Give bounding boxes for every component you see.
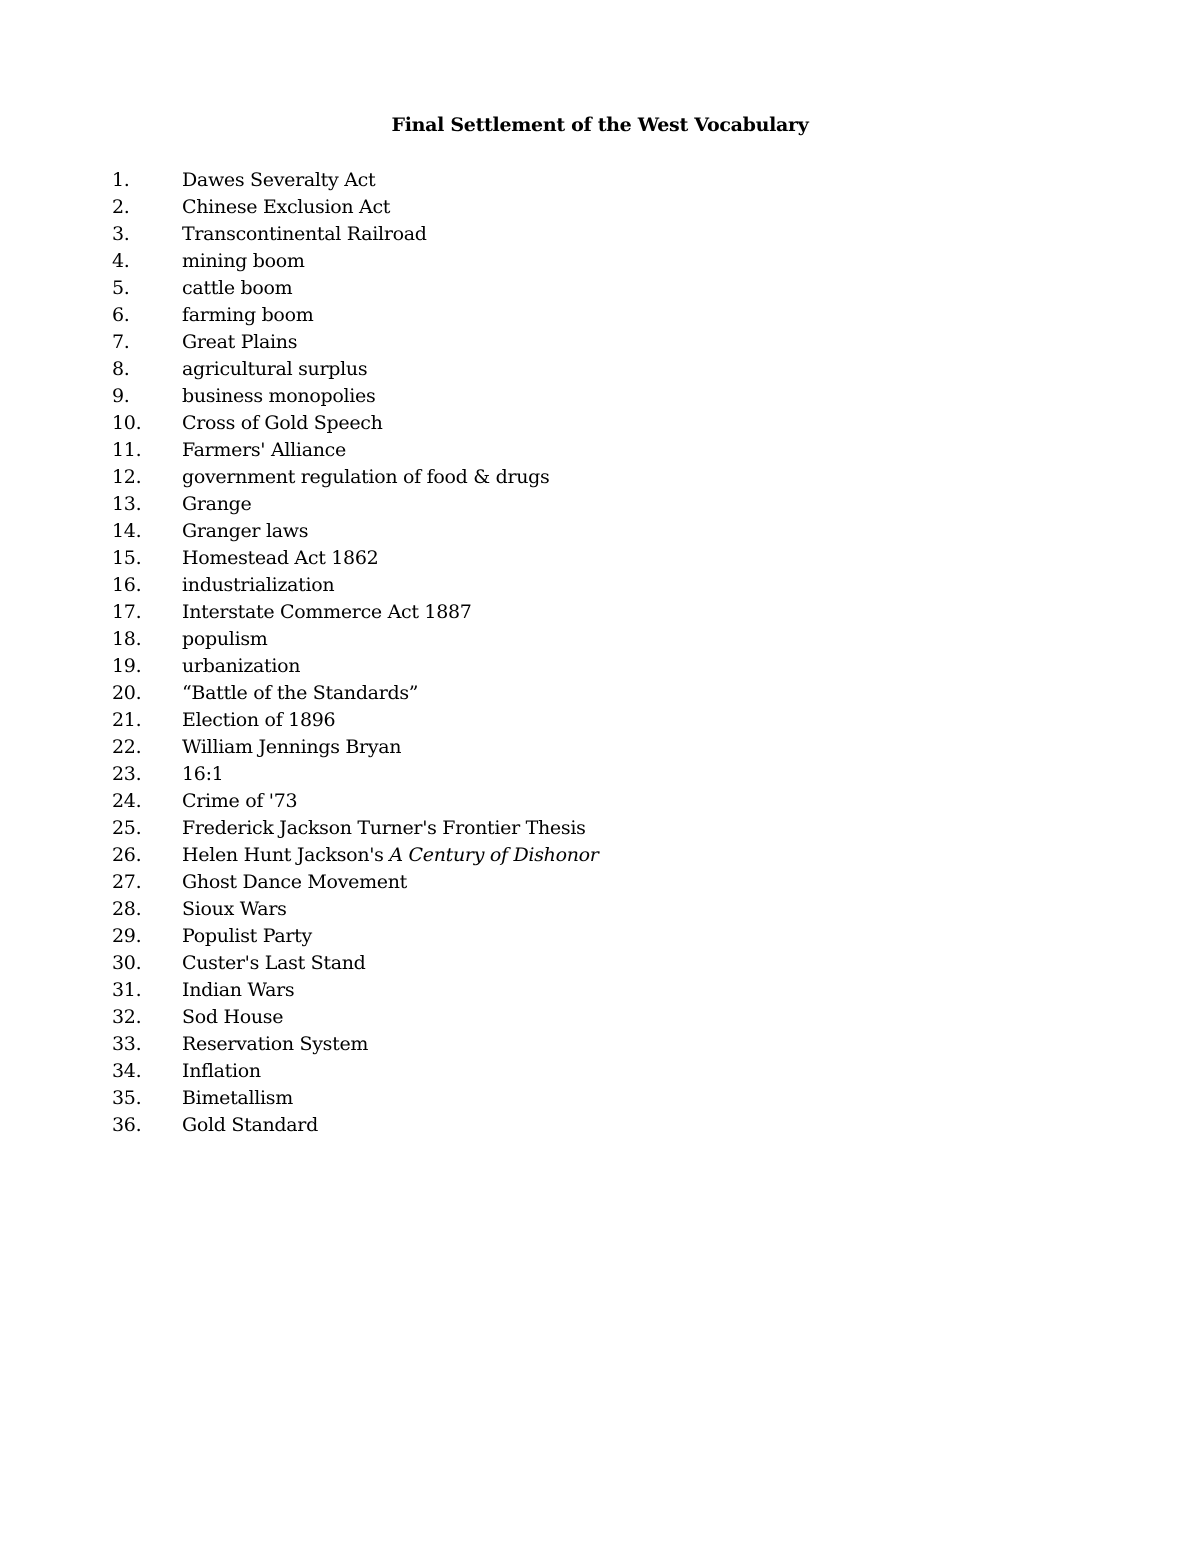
item-term-text: Populist Party (182, 925, 312, 947)
item-term (182, 1031, 368, 1058)
list-item (112, 464, 1112, 491)
item-term (182, 275, 292, 302)
list-item (112, 842, 1112, 869)
list-item (112, 572, 1112, 599)
list-item (112, 761, 1112, 788)
item-term-text: Inflation (182, 1060, 261, 1082)
item-term (182, 842, 599, 869)
item-term-text: government regulation of food & drugs (182, 466, 550, 488)
item-term (182, 437, 346, 464)
list-item (112, 950, 1112, 977)
list-item (112, 545, 1112, 572)
item-term-text: cattle boom (182, 277, 293, 299)
item-term (182, 491, 251, 518)
item-term-text: Gold Standard (182, 1114, 318, 1136)
item-term (182, 221, 427, 248)
item-term-text: Chinese Exclusion Act (182, 196, 391, 218)
item-term-text: industrialization (182, 574, 335, 596)
item-term (182, 1058, 261, 1085)
list-item (112, 1112, 1112, 1139)
page-title: Final Settlement of the West Vocabulary (391, 114, 809, 136)
item-term-text: Helen Hunt Jackson's (182, 844, 390, 866)
item-number: 8. (112, 358, 130, 380)
list-item (112, 491, 1112, 518)
item-number: 3. (112, 223, 130, 245)
item-term-text: Indian Wars (182, 979, 295, 1001)
list-item (112, 1085, 1112, 1112)
item-number: 20. (112, 682, 142, 704)
list-item (112, 896, 1112, 923)
list-item (112, 410, 1112, 437)
item-term-text: Frederick Jackson Turner's Frontier Thesis (182, 817, 586, 839)
item-term-text: Reservation System (182, 1033, 369, 1055)
item-number: 10. (112, 412, 142, 434)
item-number: 6. (112, 304, 130, 326)
list-item (112, 275, 1112, 302)
vocabulary-list (112, 167, 1112, 1139)
item-number: 5. (112, 277, 130, 299)
item-term (182, 680, 418, 707)
list-item (112, 437, 1112, 464)
item-term-text: Sod House (182, 1006, 284, 1028)
list-item (112, 356, 1112, 383)
list-item (112, 1004, 1112, 1031)
item-number: 18. (112, 628, 142, 650)
item-number: 32. (112, 1006, 142, 1028)
item-term-text: Crime of '73 (182, 790, 298, 812)
item-term (182, 194, 390, 221)
item-number: 27. (112, 871, 142, 893)
item-term (182, 977, 294, 1004)
item-term-text: business monopolies (182, 385, 376, 407)
item-term-text: Grange (182, 493, 252, 515)
item-number: 9. (112, 385, 130, 407)
list-item (112, 302, 1112, 329)
list-item (112, 923, 1112, 950)
item-term (182, 599, 472, 626)
list-item (112, 707, 1112, 734)
list-item (112, 248, 1112, 275)
list-item (112, 626, 1112, 653)
list-item (112, 329, 1112, 356)
item-term-text: Cross of Gold Speech (182, 412, 383, 434)
item-term-text: farming boom (182, 304, 314, 326)
list-item (112, 869, 1112, 896)
item-number: 11. (112, 439, 142, 461)
list-item (112, 815, 1112, 842)
item-term-italic: A Century of Dishonor (389, 844, 599, 866)
item-term-text: agricultural surplus (182, 358, 368, 380)
item-number: 15. (112, 547, 142, 569)
item-term (182, 410, 383, 437)
item-term (182, 950, 366, 977)
item-term-text: Custer's Last Stand (182, 952, 366, 974)
item-term (182, 356, 367, 383)
item-term (182, 329, 297, 356)
list-item (112, 680, 1112, 707)
item-term-text: urbanization (182, 655, 301, 677)
list-item (112, 599, 1112, 626)
item-term (182, 626, 268, 653)
item-term-text: Transcontinental Railroad (182, 223, 427, 245)
item-term-text: Great Plains (182, 331, 298, 353)
list-item (112, 1031, 1112, 1058)
item-number: 31. (112, 979, 142, 1001)
item-term (182, 1085, 293, 1112)
list-item (112, 383, 1112, 410)
item-term-text: Interstate Commerce Act 1887 (182, 601, 472, 623)
item-term (182, 923, 312, 950)
list-item (112, 788, 1112, 815)
item-term-text: Granger laws (182, 520, 309, 542)
list-item (112, 167, 1112, 194)
item-number: 1. (112, 169, 130, 191)
item-number: 33. (112, 1033, 142, 1055)
item-term (182, 815, 586, 842)
item-number: 26. (112, 844, 142, 866)
item-term (182, 1004, 283, 1031)
item-term-text: Election of 1896 (182, 709, 336, 731)
item-number: 22. (112, 736, 142, 758)
item-number: 2. (112, 196, 130, 218)
item-number: 34. (112, 1060, 142, 1082)
item-term-text: Bimetallism (182, 1087, 293, 1109)
item-number: 16. (112, 574, 142, 596)
item-term (182, 761, 223, 788)
item-term (182, 707, 335, 734)
item-term (182, 167, 375, 194)
item-term-text: “Battle of the Standards” (182, 682, 419, 704)
item-term (182, 1112, 318, 1139)
item-term (182, 383, 375, 410)
item-term (182, 896, 287, 923)
list-item (112, 518, 1112, 545)
item-term-text: populism (182, 628, 268, 650)
list-item (112, 653, 1112, 680)
item-number: 19. (112, 655, 142, 677)
item-number: 24. (112, 790, 142, 812)
item-number: 29. (112, 925, 142, 947)
item-number: 7. (112, 331, 130, 353)
item-number: 23. (112, 763, 142, 785)
list-item (112, 194, 1112, 221)
list-item (112, 1058, 1112, 1085)
item-number: 35. (112, 1087, 142, 1109)
item-number: 4. (112, 250, 130, 272)
item-term (182, 464, 550, 491)
item-term (182, 734, 401, 761)
item-term (182, 572, 334, 599)
item-term-text: Sioux Wars (182, 898, 287, 920)
item-number: 21. (112, 709, 142, 731)
list-item (112, 734, 1112, 761)
item-term (182, 869, 407, 896)
item-term-text: William Jennings Bryan (182, 736, 402, 758)
item-number: 36. (112, 1114, 142, 1136)
item-term (182, 518, 308, 545)
item-term (182, 302, 313, 329)
item-term (182, 653, 300, 680)
list-item (112, 977, 1112, 1004)
item-term-text: Ghost Dance Movement (182, 871, 408, 893)
item-term-text: mining boom (182, 250, 305, 272)
item-term (182, 788, 297, 815)
item-term-text: 16:1 (182, 763, 224, 785)
item-number: 17. (112, 601, 142, 623)
item-term (182, 248, 305, 275)
item-term-text: Dawes Severalty Act (182, 169, 376, 191)
item-number: 30. (112, 952, 142, 974)
item-term-text: Homestead Act 1862 (182, 547, 379, 569)
item-number: 14. (112, 520, 142, 542)
item-number: 13. (112, 493, 142, 515)
item-number: 12. (112, 466, 142, 488)
item-number: 25. (112, 817, 142, 839)
item-term (182, 545, 378, 572)
list-item (112, 221, 1112, 248)
item-term-text: Farmers' Alliance (182, 439, 346, 461)
item-number: 28. (112, 898, 142, 920)
